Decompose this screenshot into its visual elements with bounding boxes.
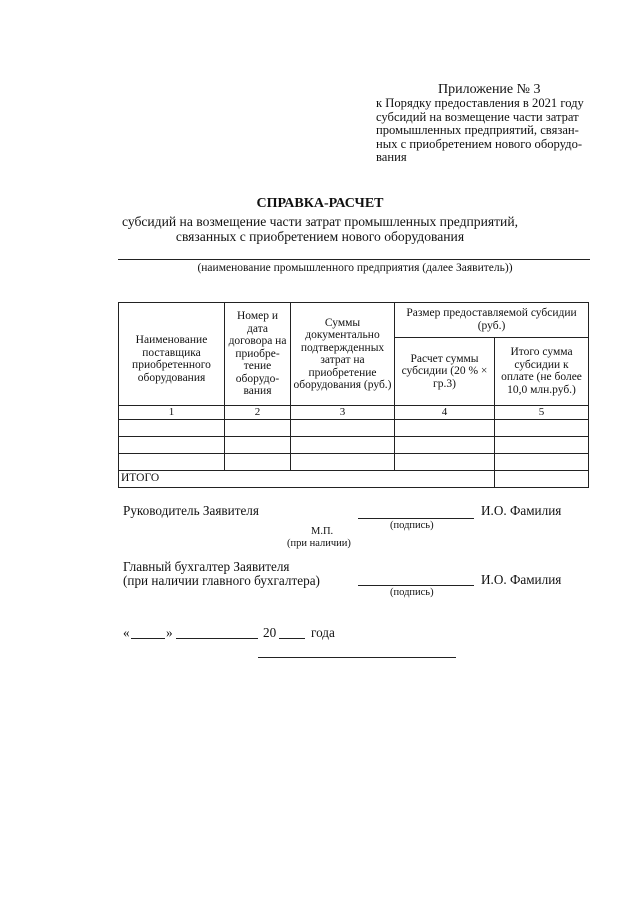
- table-row: [119, 436, 589, 453]
- appendix-line: ных с приобретением нового оборудо-: [376, 136, 583, 151]
- appendix-text: [376, 97, 608, 165]
- header-supplier: Наименование поставщика приобретенного оборудования: [119, 303, 225, 406]
- date-year-suffix: года: [311, 625, 335, 640]
- date-year-line: [279, 638, 305, 639]
- table-row: [119, 453, 589, 470]
- head-signature-line: [358, 518, 474, 519]
- column-number: 1: [119, 406, 225, 420]
- closing-rule: [258, 657, 456, 658]
- appendix-line: вания: [376, 150, 407, 164]
- accountant-name: И.О. Фамилия: [481, 572, 562, 587]
- accountant-signature-caption: (подпись): [390, 587, 434, 598]
- subtitle-line-1: субсидий на возмещение части затрат промышленных предприятий,: [121, 214, 519, 229]
- column-number: 4: [395, 406, 495, 420]
- date-close-quote: »: [166, 625, 173, 640]
- subtitle-line-2: связанных с приобретением нового оборудования: [175, 229, 465, 244]
- date-month-line: [176, 638, 258, 639]
- enterprise-caption: (наименование промышленного предприятия (далее Заявитель)): [197, 262, 513, 274]
- accountant-label: [123, 560, 320, 588]
- total-row: [119, 470, 589, 487]
- head-label: Руководитель Заявителя: [123, 503, 259, 518]
- head-name: И.О. Фамилия: [481, 503, 562, 518]
- accountant-signature-line: [358, 585, 474, 586]
- accountant-line-2: (при наличии главного бухгалтера): [123, 573, 320, 588]
- enterprise-name-line: [118, 259, 590, 260]
- column-number: 2: [225, 406, 291, 420]
- stamp-label: М.П.: [311, 526, 334, 537]
- accountant-line-1: Главный бухгалтер Заявителя: [123, 559, 290, 574]
- appendix-line: к Порядку предоставления в 2021 году: [376, 96, 584, 110]
- appendix-line: субсидий на возмещение части затрат: [376, 109, 579, 124]
- header-subsidy-calc: Расчет суммы субсидии (20 % × гр.3): [395, 337, 495, 405]
- document-subtitle: [0, 214, 640, 244]
- subsidy-table: [118, 302, 589, 488]
- table-row: [119, 419, 589, 436]
- header-subsidy-group: Размер предоставляемой субсидии (руб.): [395, 303, 589, 338]
- column-number: 3: [291, 406, 395, 420]
- header-costs: Суммы документально подтвержденных затрат на приобретение оборудования (руб.): [291, 303, 395, 406]
- appendix-line: промышленных предприятий, связан-: [376, 123, 579, 137]
- date-year-prefix: 20: [263, 625, 277, 640]
- date-open-quote: «: [123, 625, 130, 640]
- date-day-line: [131, 638, 165, 639]
- total-label: ИТОГО: [119, 470, 495, 487]
- header-subsidy-total: Итого сумма субсидии к оплате (не более 10,0 млн.руб.): [495, 337, 589, 405]
- column-number: 5: [495, 406, 589, 420]
- stamp-note: (при наличии): [287, 538, 351, 549]
- head-signature-caption: (подпись): [390, 520, 434, 531]
- header-contract: Номер и дата договора на приобре- тение оборудо- вания: [225, 303, 291, 406]
- appendix-title: Приложение № 3: [438, 82, 541, 97]
- document-title: СПРАВКА-РАСЧЕТ: [256, 196, 384, 211]
